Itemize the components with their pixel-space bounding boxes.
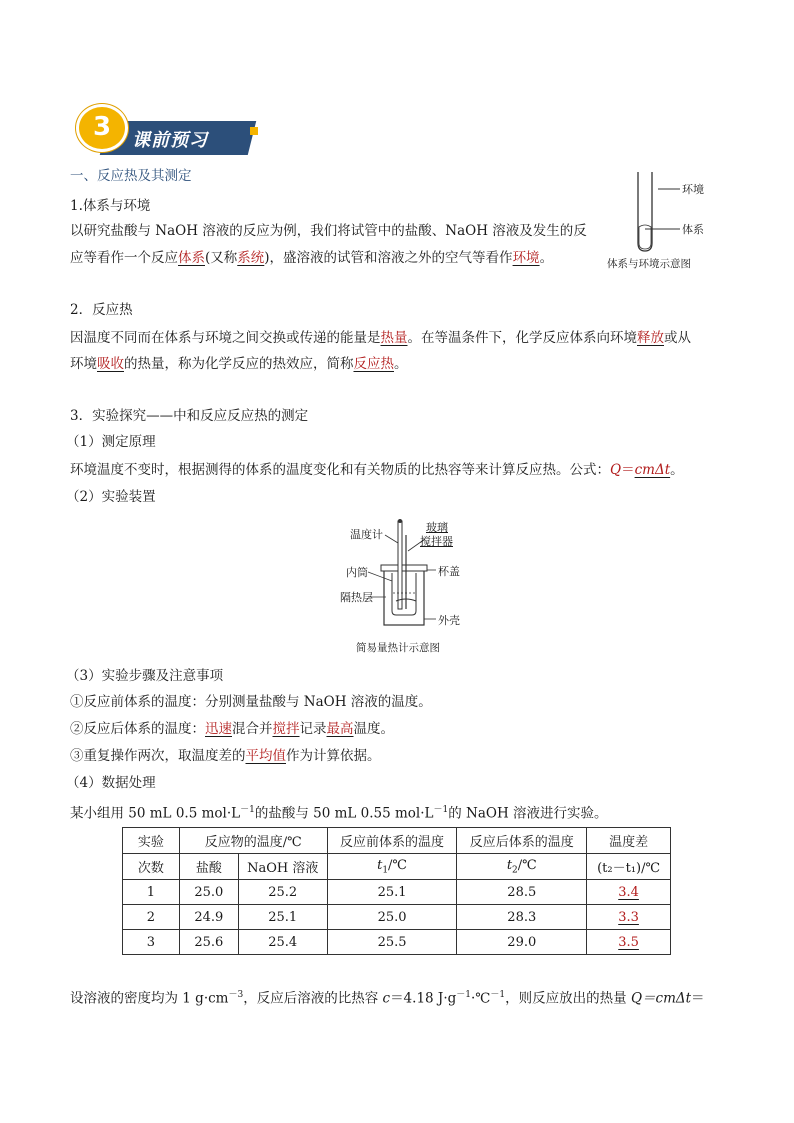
text: ③重复操作两次，取温度差的 — [70, 748, 246, 764]
badge-number: 3 — [92, 112, 112, 142]
text: 的盐酸与 50 mL 0.55 mol·L — [254, 805, 434, 822]
apparatus-label-lid: 杯盖 — [438, 565, 460, 578]
cell: 28.5 — [457, 880, 587, 905]
text: －1 — [490, 990, 506, 1000]
subheading-apparatus: （2）实验装置 — [66, 489, 156, 505]
apparatus-label-insulation: 隔热层 — [340, 591, 373, 604]
paragraph-line: 以研究盐酸与 NaOH 溶液的反应为例，我们将试管中的盐酸、NaOH 溶液及发生的反 — [70, 223, 587, 239]
text: ＝4.18 J·g — [390, 990, 457, 1007]
text: －3 — [228, 990, 244, 1000]
answer-blank: 体系 — [178, 250, 205, 266]
answer-blank: 平均值 — [245, 748, 286, 764]
table-row — [123, 880, 671, 905]
figure-label-sys: 体系 — [682, 223, 704, 236]
table-header-before-unit — [327, 854, 457, 880]
data-table — [122, 827, 671, 955]
table-header-after-unit — [457, 854, 587, 880]
apparatus-label-stirrer-1: 玻璃 — [426, 521, 448, 534]
text: )，盛溶液的试管和溶液之外的空气等看作 — [264, 250, 513, 266]
paragraph-line — [70, 248, 553, 268]
cell: 3 — [123, 930, 180, 955]
cell: 25.5 — [327, 930, 457, 955]
subheading-principle: （1）测定原理 — [66, 434, 156, 450]
text: －1 — [240, 805, 255, 815]
figure-label-env: 环境 — [682, 183, 704, 196]
answer-blank: 环境 — [512, 250, 540, 266]
text: 环境 — [70, 356, 97, 372]
text: ，则反应放出的热量 — [505, 990, 631, 1007]
text: t — [506, 857, 513, 873]
cell-answer — [587, 930, 671, 955]
step-3 — [70, 746, 381, 766]
text: －1 — [433, 805, 449, 815]
text: /℃ — [388, 857, 407, 873]
section-heading: 一、反应热及其测定 — [70, 168, 192, 184]
subheading-system-env: 1.体系与环境 — [70, 198, 151, 214]
apparatus-label-thermometer: 温度计 — [350, 528, 383, 541]
step-1: ①反应前体系的温度：分别测量盐酸与 NaOH 溶液的温度。 — [70, 694, 432, 710]
table-header-diff: 温度差 — [587, 828, 671, 854]
cell: 25.6 — [179, 930, 238, 955]
subheading-data: （4）数据处理 — [66, 775, 156, 791]
badge-square-icon — [250, 127, 258, 135]
table-row — [123, 930, 671, 955]
cell-answer — [587, 905, 671, 930]
text: 1 — [382, 865, 389, 876]
answer-blank: 反应热 — [353, 356, 394, 372]
step-2 — [70, 719, 394, 739]
text: 作为计算依据。 — [286, 748, 381, 764]
text: 记录 — [299, 721, 327, 737]
answer-blank: 迅速 — [205, 721, 232, 737]
cell: 28.3 — [457, 905, 587, 930]
answer-blank: 最高 — [326, 721, 354, 737]
answer-blank: 系统 — [237, 250, 265, 266]
text: 因温度不同而在体系与环境之间交换或传递的能量是 — [70, 330, 381, 346]
cell: 25.2 — [238, 880, 327, 905]
table-header-before: 反应前体系的温度 — [327, 828, 457, 854]
cell: 2 — [123, 905, 180, 930]
paragraph-line — [70, 328, 691, 348]
text: 设溶液的密度均为 1 g·cm — [70, 990, 229, 1007]
text: t — [377, 857, 383, 873]
text: 应等看作一个反应 — [70, 250, 178, 266]
paragraph-line — [70, 354, 408, 374]
text: 。 — [539, 250, 554, 266]
text: 混合并 — [232, 721, 273, 737]
cell: 25.0 — [179, 880, 238, 905]
cell: 24.9 — [179, 905, 238, 930]
text: 温度。 — [353, 721, 394, 737]
text: 的热量，称为化学反应的热效应，简称 — [124, 356, 354, 372]
text: 或从 — [664, 330, 691, 346]
answer-blank: 搅拌 — [272, 721, 300, 737]
apparatus-label-stirrer-2: 搅拌器 — [420, 535, 453, 548]
subheading-reaction-heat: 2．反应热 — [70, 302, 133, 318]
text: ②反应后体系的温度： — [70, 721, 205, 737]
badge-title: 课前预习 — [132, 130, 208, 151]
table-header-reactant: 反应物的温度/℃ — [179, 828, 327, 854]
data-intro — [70, 800, 608, 824]
text: －1 — [456, 990, 471, 1000]
cell-answer — [587, 880, 671, 905]
figure-caption: 体系与环境示意图 — [607, 258, 691, 270]
formula-q: Q — [610, 462, 622, 478]
answer-blank: 3.3 — [618, 909, 639, 925]
text: ，反应后溶液的比热容 — [243, 990, 383, 1007]
subheading-experiment: 3．实验探究——中和反应反应热的测定 — [70, 408, 309, 424]
text: 。在等温条件下，化学反应体系向环境 — [407, 330, 637, 346]
cell: 25.4 — [238, 930, 327, 955]
text: (又称 — [205, 250, 238, 266]
answer-blank: 释放 — [637, 330, 664, 346]
text: 某小组用 50 mL 0.5 mol·L — [70, 805, 241, 822]
cell: 25.1 — [238, 905, 327, 930]
answer-blank: 3.5 — [618, 934, 639, 950]
text: ·℃ — [471, 990, 491, 1007]
table-header-trial-2: 次数 — [123, 854, 180, 880]
cell: 25.1 — [327, 880, 457, 905]
cell: 29.0 — [457, 930, 587, 955]
text: 的 NaOH 溶液进行实验。 — [448, 805, 608, 822]
text: Q＝cmΔt — [630, 990, 692, 1007]
text: 。 — [670, 462, 684, 478]
cell: 1 — [123, 880, 180, 905]
table-header-hcl: 盐酸 — [179, 854, 238, 880]
answer-blank: 热量 — [380, 330, 408, 346]
paragraph-line — [70, 460, 684, 480]
text: 环境温度不变时，根据测得的体系的温度变化和有关物质的比热容等来计算反应热。公式： — [70, 462, 610, 478]
apparatus-label-shell: 外壳 — [438, 614, 460, 627]
formula-eq: ＝ — [621, 462, 635, 478]
table-header-trial: 实验 — [123, 828, 180, 854]
text: /℃ — [517, 857, 537, 873]
apparatus-caption: 简易量热计示意图 — [356, 642, 440, 654]
formula-rhs: cmΔt — [634, 462, 671, 478]
answer-blank: 吸收 — [97, 356, 124, 372]
table-header-diff-unit: (t₂－t₁)/℃ — [587, 854, 671, 880]
text: ＝ — [691, 990, 705, 1007]
final-line — [70, 985, 705, 1009]
apparatus-label-inner: 内筒 — [346, 566, 368, 579]
text: c — [382, 990, 391, 1007]
table-header-naoh: NaOH 溶液 — [238, 854, 327, 880]
answer-blank: 3.4 — [618, 884, 639, 900]
text: 。 — [394, 356, 408, 372]
text: 2 — [512, 865, 518, 876]
table-header-after: 反应后体系的温度 — [457, 828, 587, 854]
subheading-steps: （3）实验步骤及注意事项 — [66, 668, 224, 684]
table-row — [123, 905, 671, 930]
cell: 25.0 — [327, 905, 457, 930]
